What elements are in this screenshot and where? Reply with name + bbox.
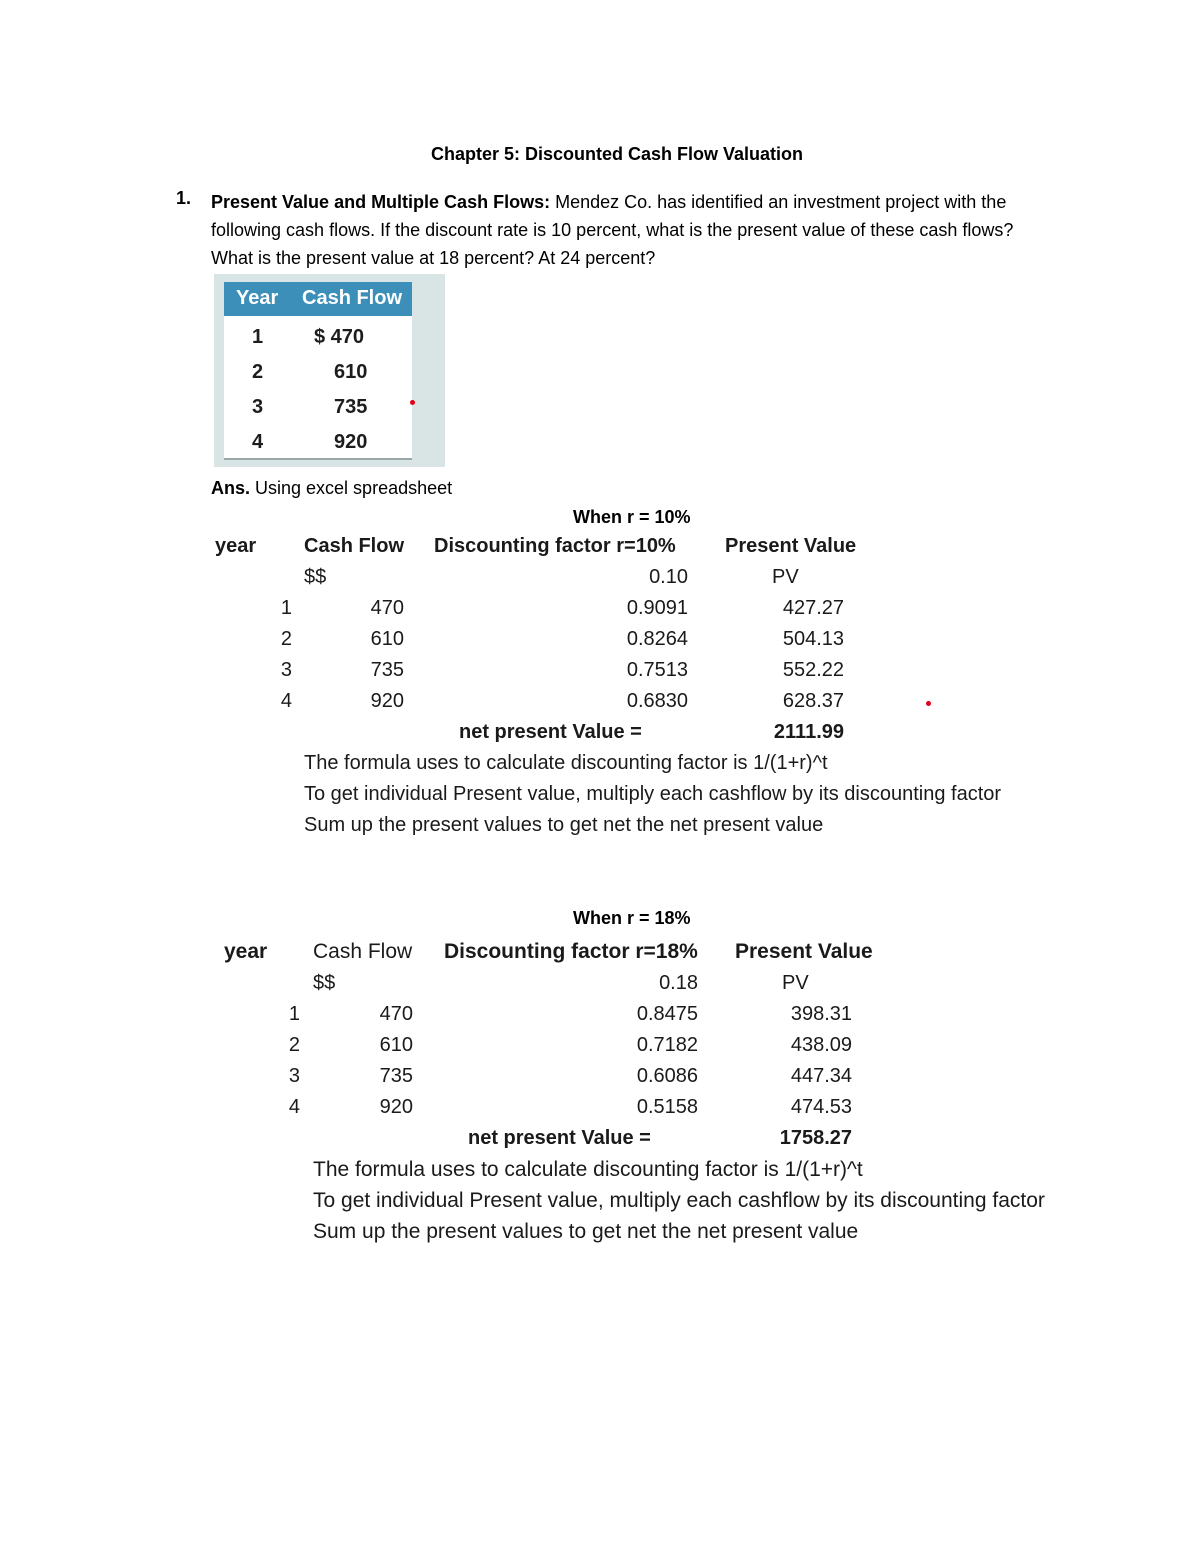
col-year: year	[224, 940, 268, 963]
npv-value: 1758.27	[779, 1127, 852, 1149]
question-text	[211, 188, 1051, 272]
cell-present-value: 438.09	[790, 1034, 852, 1056]
cell-discount-factor: 0.5158	[636, 1096, 698, 1118]
cell-year: 3	[288, 1065, 300, 1087]
note-line: To get individual Present value, multiply each cashflow by its discounting factor	[313, 1189, 1045, 1212]
cell-year: 4	[288, 1096, 300, 1118]
col-year: year	[215, 535, 257, 557]
cell-discount-factor: 0.9091	[626, 597, 688, 619]
answer-line	[211, 478, 452, 499]
cell-discount-factor: 0.6086	[636, 1065, 698, 1087]
cell-year: 2	[280, 628, 292, 650]
cell-present-value: 628.37	[782, 690, 844, 712]
cell-discount-factor: 0.7182	[636, 1034, 698, 1056]
red-dot-marker	[410, 400, 415, 405]
cell-year: 2	[288, 1034, 300, 1056]
cell-year: 3	[280, 659, 292, 681]
cell-discount-factor: 0.7513	[626, 659, 688, 681]
col-present-value: Present Value	[725, 535, 857, 557]
cell-discount-factor: 0.8264	[626, 628, 688, 650]
question-number: 1.	[176, 188, 192, 208]
cell-year: 1	[280, 597, 292, 619]
table-cell-year: 1	[252, 326, 264, 348]
sub-pv: PV	[772, 566, 799, 588]
table-cell-year: 3	[252, 396, 264, 418]
red-dot-marker	[926, 701, 931, 706]
table-cell-cash-flow: $ 470	[314, 326, 365, 348]
cell-cash-flow: 470	[379, 1003, 413, 1025]
col-discount-factor: Discounting factor r=18%	[444, 940, 698, 963]
sub-cash-flow: $$	[304, 566, 327, 588]
table-cell-year: 4	[252, 431, 264, 453]
cell-present-value: 398.31	[790, 1003, 852, 1025]
cell-cash-flow: 735	[379, 1065, 413, 1087]
note-line: To get individual Present value, multiply each cashflow by its discounting factor	[304, 783, 1002, 805]
cell-cash-flow: 610	[370, 628, 404, 650]
cell-present-value: 427.27	[782, 597, 844, 619]
note-line: Sum up the present values to get net the net present value	[304, 814, 824, 836]
cell-year: 1	[288, 1003, 300, 1025]
cell-present-value: 504.13	[782, 628, 844, 650]
note-line: The formula uses to calculate discounting factor is 1/(1+r)^t	[304, 752, 828, 774]
npv-label: net present Value =	[468, 1127, 651, 1149]
npv-label: net present Value =	[459, 721, 642, 743]
sub-pv: PV	[782, 972, 809, 994]
note-line: Sum up the present values to get net the net present value	[313, 1220, 859, 1243]
cell-present-value: 447.34	[790, 1065, 852, 1087]
question-body: Mendez Co. has identified an investment project with the following cash flows. If the discount rate is 10 percent, what is the present value of these cash flows? What is the present value at 18 percent? At 24 percent?	[211, 192, 1014, 268]
cell-discount-factor: 0.8475	[636, 1003, 698, 1025]
table-cell-year: 2	[252, 361, 264, 383]
table-cell-cash-flow: 920	[334, 431, 368, 453]
sub-cash-flow: $$	[313, 972, 336, 994]
col-cash-flow: Cash Flow	[313, 940, 413, 963]
cell-cash-flow: 470	[370, 597, 404, 619]
section-heading: When r = 18%	[573, 908, 691, 928]
npv-value: 2111.99	[773, 721, 844, 743]
cash-flow-table	[214, 274, 445, 467]
sub-rate: 0.10	[649, 566, 688, 588]
answer-label: Ans.	[211, 478, 251, 498]
table-cell-cash-flow: 610	[334, 361, 368, 383]
cell-year: 4	[280, 690, 292, 712]
section-heading: When r = 10%	[573, 507, 691, 527]
note-line: The formula uses to calculate discounting factor is 1/(1+r)^t	[313, 1158, 863, 1181]
header-year: Year	[236, 287, 279, 309]
col-cash-flow: Cash Flow	[304, 535, 405, 557]
cell-cash-flow: 735	[370, 659, 404, 681]
question-label: Present Value and Multiple Cash Flows:	[211, 192, 551, 212]
cell-present-value: 474.53	[790, 1096, 852, 1118]
col-present-value: Present Value	[735, 940, 873, 963]
cell-cash-flow: 920	[379, 1096, 413, 1118]
header-cash-flow: Cash Flow	[302, 287, 403, 309]
cell-present-value: 552.22	[782, 659, 844, 681]
sub-rate: 0.18	[659, 972, 698, 994]
cell-cash-flow: 610	[379, 1034, 413, 1056]
answer-text: Using excel spreadsheet	[250, 478, 453, 498]
page-title: Chapter 5: Discounted Cash Flow Valuation	[430, 144, 804, 164]
cell-cash-flow: 920	[370, 690, 404, 712]
cell-discount-factor: 0.6830	[626, 690, 688, 712]
col-discount-factor: Discounting factor r=10%	[434, 535, 676, 557]
cash-flow-table-header	[224, 282, 412, 316]
table-cell-cash-flow: 735	[334, 396, 368, 418]
